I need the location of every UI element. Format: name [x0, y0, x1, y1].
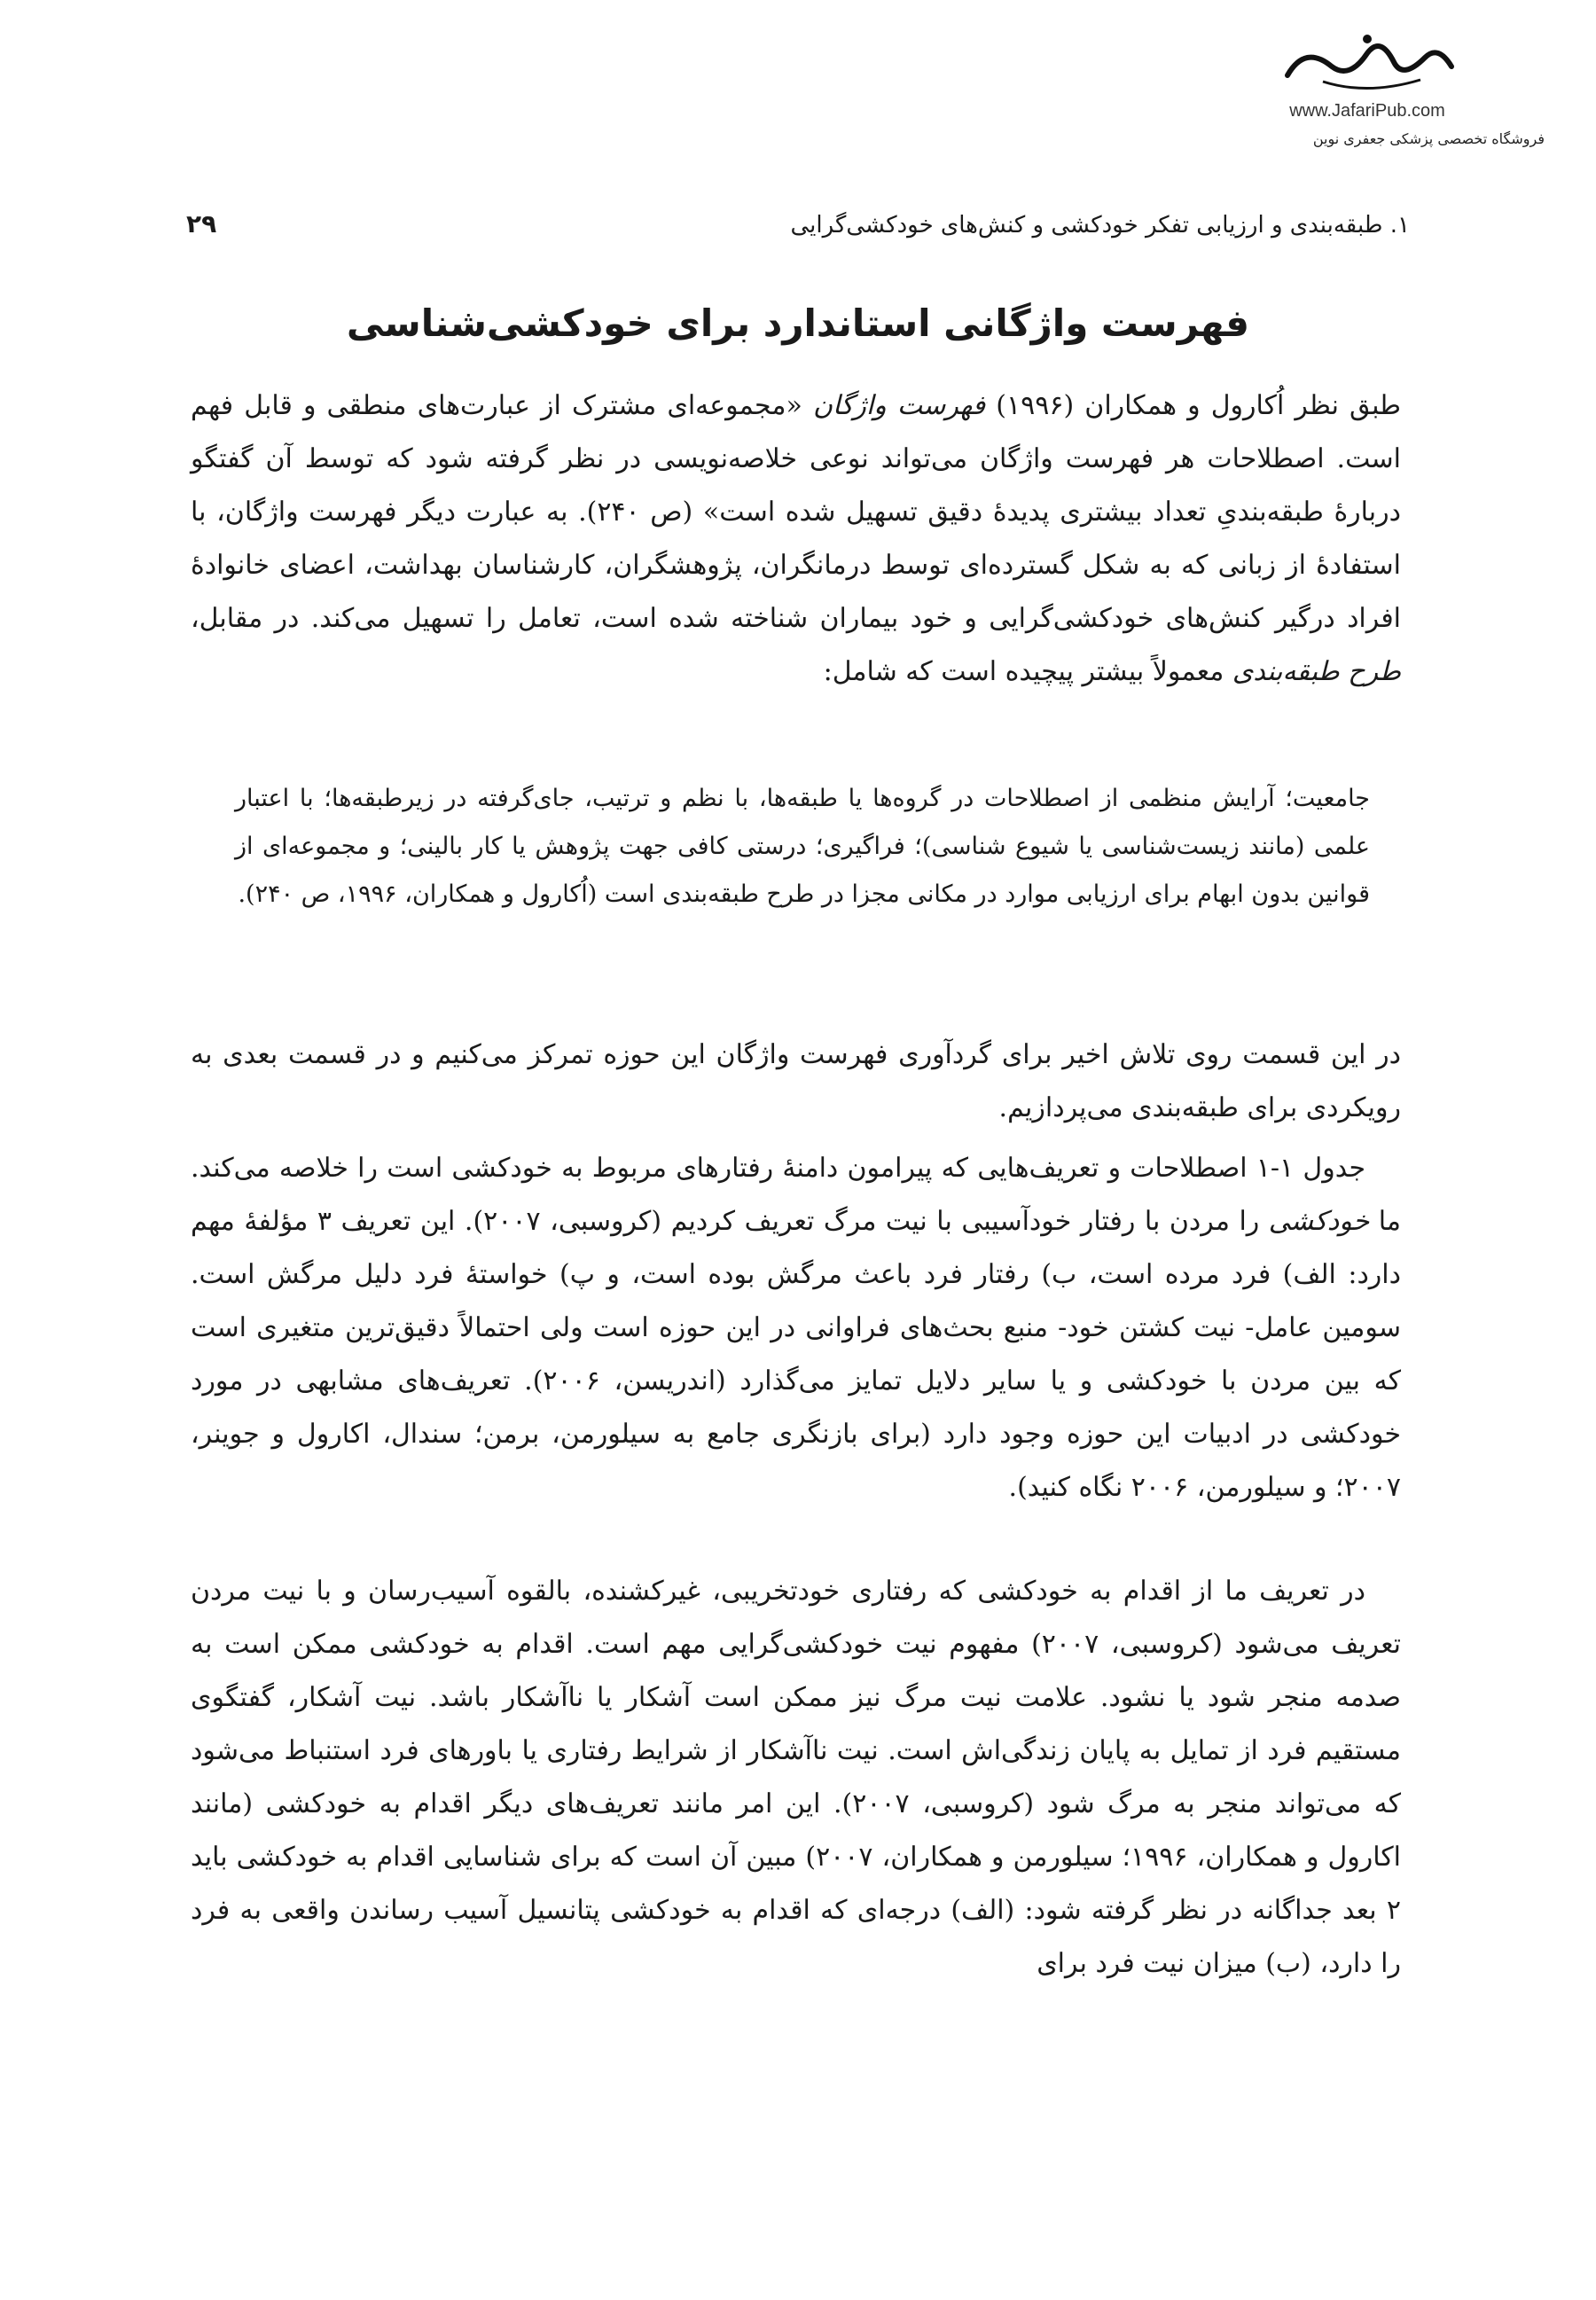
paragraph-1: طبق نظر اُکارول و همکاران (۱۹۹۶) فهرست واژگان «مجموعه‌ای مشترک از عبارت‌های منطقی و قابل فهم است. اصطلاحات هر فهرست واژگان می‌تواند نوعی خلاصه‌نویسی در نظر گرفته شود که توسط آن گفتگو دربارهٔ طبقه‌بندیِ تعداد بیشتری پدیدهٔ دقیق تسهیل شده است» (ص ۲۴۰). به عبارت دیگر فهرست واژگان، با استفادهٔ از زبانی که به شکل گسترده‌ای توسط درمانگران، پژوهشگران، کارشناسان بهداشت، اعضای خانوادهٔ افراد درگیر کنش‌های خودکشی‌گرایی و خود بیماران شناخته شده است، تعامل را تسهیل می‌کند. در مقابل، طرح طبقه‌بندی معمولاً بیشتر پیچیده است که شامل: — [191, 390, 1402, 687]
section-title: فهرست واژگانی استاندارد برای خودکشی‌شناسی — [346, 301, 1250, 345]
publisher-logo — [1190, 27, 1545, 177]
running-header — [186, 209, 1410, 239]
block-quote: جامعیت؛ آرایش منظمی از اصطلاحات در گروه‌ها یا طبقه‌ها، با نظم و ترتیب، جای‌گرفته در زیرطبقه‌ها؛ با اعتبار علمی (مانند زیست‌شناسی یا شیوع شناسی)؛ فراگیری؛ درستی کافی جهت پژوهش یا کار بالینی؛ و مجموعه‌ای از قوانین بدون ابهام برای ارزیابی موارد در مکانی مجزا در طرح طبقه‌بندی است (اُکارول و همکاران، ۱۹۹۶، ص ۲۴۰). — [235, 785, 1370, 908]
paragraph-4: در تعریف ما از اقدام به خودکشی که رفتاری خودتخریبی، غیرکشنده، بالقوه آسیب‌رسان و با نیت مردن تعریف می‌شود (کروسبی، ۲۰۰۷) مفهوم نیت خودکشی‌گرایی مهم است. اقدام به خودکشی ممکن است به صدمه منجر شود یا نشود. علامت نیت مرگ نیز ممکن است آشکار یا ناآشکار باشد. نیت آشکار، گفتگوی مستقیم فرد از تمایل به پایان زندگی‌اش است. نیت ناآشکار از شرایط رفتاری یا باورهای فرد استنباط می‌شود که می‌تواند منجر به مرگ شود (کروسبی، ۲۰۰۷). این امر مانند تعریف‌های دیگر اقدام به خودکشی (مانند اکارول و همکاران، ۱۹۹۶؛ سیلورمن و همکاران، ۲۰۰۷) مبین آن است که برای شناسایی اقدام به خودکشی باید ۲ بعد جداگانه در نظر گرفته شود: (الف) درجه‌ای که اقدام به خودکشی پتانسیل آسیب رساندن واقعی به فرد را دارد، (ب) میزان نیت فرد برای — [191, 1576, 1402, 1979]
page-number: ۲۹ — [186, 209, 217, 239]
running-head-title: ۱. طبقه‌بندی و ارزیابی تفکر خودکشی و کنش‌های خودکشی‌گرایی — [790, 212, 1410, 239]
paragraph-2: در این قسمت روی تلاش اخیر برای گردآوری فهرست واژگان این حوزه تمرکز می‌کنیم و در قسمت بعدی به رویکردی برای طبقه‌بندی می‌پردازیم. — [191, 1039, 1401, 1123]
publisher-url: www.JafariPub.com — [1289, 101, 1445, 121]
publisher-tagline: فروشگاه تخصصی پزشکی جعفری نوین — [1312, 130, 1545, 147]
paragraph-3: جدول ۱-۱ اصطلاحات و تعریف‌هایی که پیرامون دامنهٔ رفتارهای مربوط به خودکشی است را خلاصه می‌کند. ما خودکشی را مردن با رفتار خودآسیبی با نیت مرگ تعریف کردیم (کروسبی، ۲۰۰۷). این تعریف ۳ مؤلفهٔ مهم دارد: الف) فرد مرده است، ب) رفتار فرد باعث مرگش بوده است، و پ) خواستهٔ فرد دلیل مرگش است. سومین عامل- نیت کشتن خود- منبع بحث‌های فراوانی در این حوزه است ولی احتمالاً دقیق‌ترین متغیری است که بین مردن با خودکشی و یا سایر دلایل تمایز می‌گذارد (اندریسن، ۲۰۰۶). تعریف‌های مشابهی در مورد خودکشی در ادبیات این حوزه وجود دارد (برای بازنگری جامع به سیلورمن، برمن؛ سندال، اکارول و جوینر، ۲۰۰۷؛ و سیلورمن، ۲۰۰۶ نگاه کنید). — [191, 1153, 1402, 1503]
publisher-logo-mark-icon — [1270, 27, 1465, 98]
